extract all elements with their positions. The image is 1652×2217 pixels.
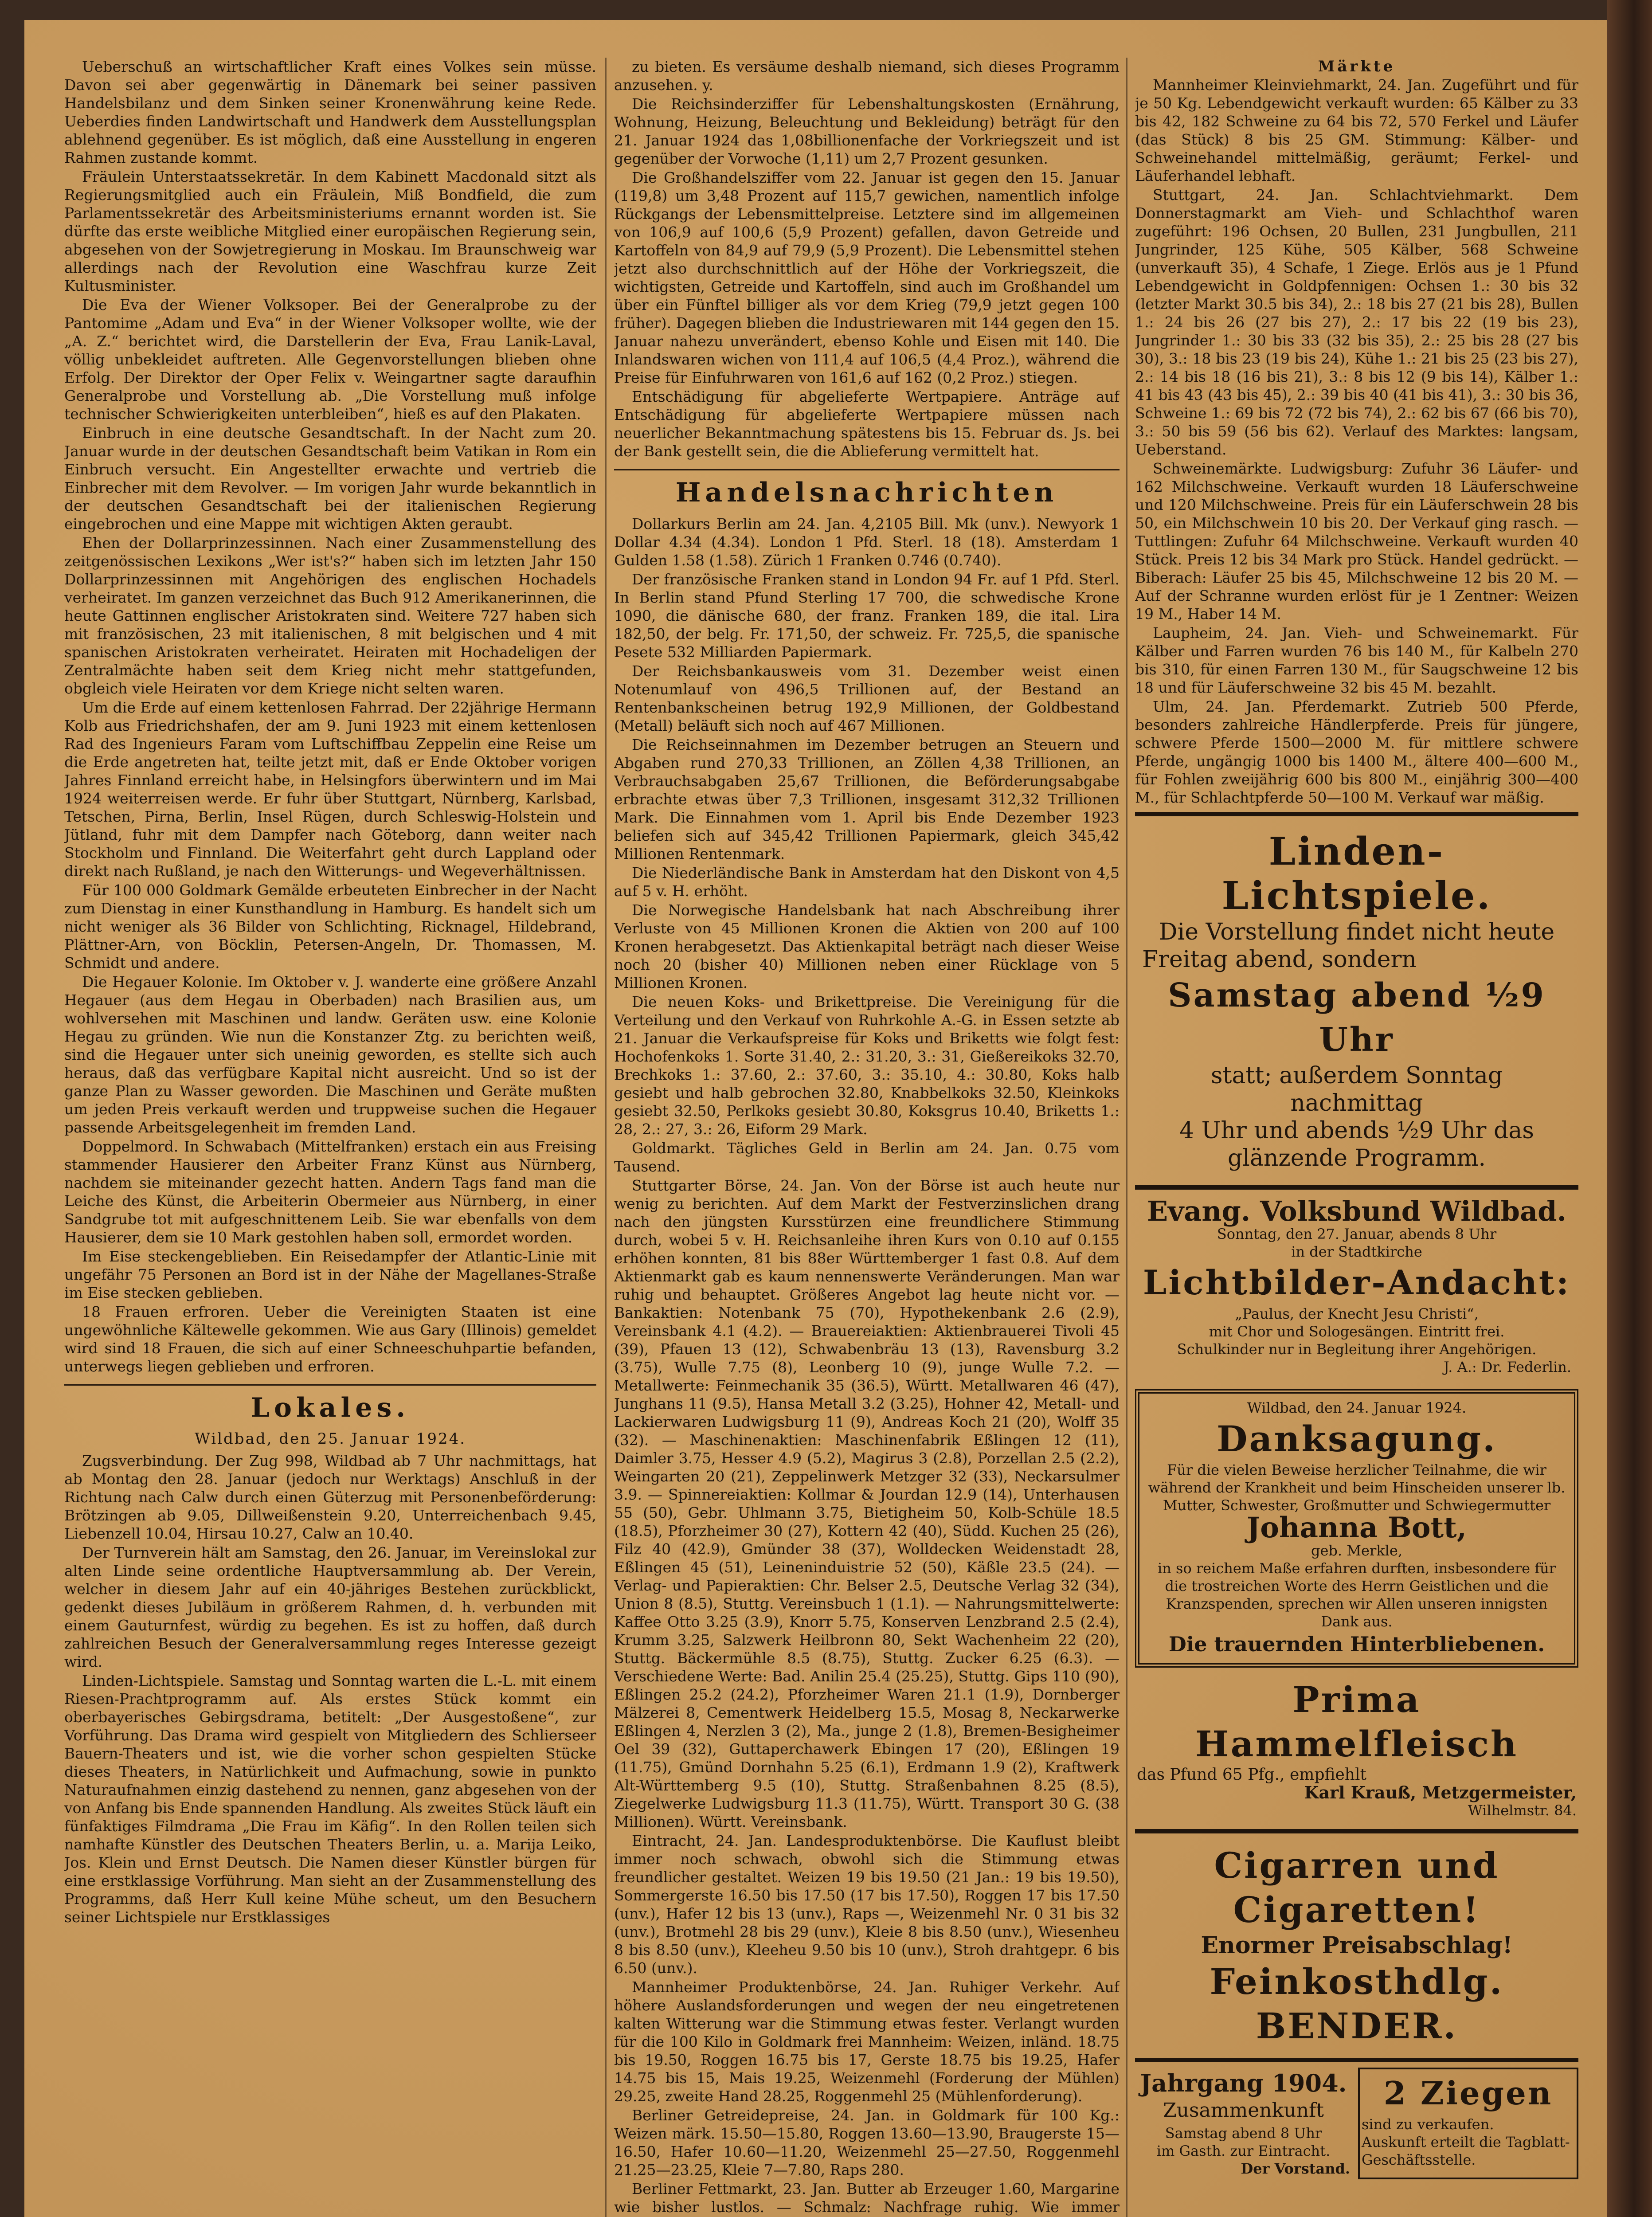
section-heading-handel: Handelsnachrichten xyxy=(614,469,1120,510)
ad-title: Danksagung. xyxy=(1217,1418,1497,1460)
ad-line: sind zu verkaufen. xyxy=(1362,2116,1494,2133)
ad-text: in so reichem Maße erfahren durften, insbesondere für die trostreichen Worte des Herrn Geistlichen und die Kranzspenden, sprechen wir Allen unseren innigsten Dank aus. xyxy=(1158,1560,1556,1630)
market-paragraph: Die Reichseinnahmen im Dezember betrugen an Steuern und Abgaben rund 270,33 Trillionen, an Zöllen 4,38 Trillionen, an Verbrauchsabgaben 25,67 Trillionen, die Beförderungsabgabe erbrachte etwas über 7,3 Trillionen, insgesamt 312,32 Trillionen Mark. Die Einnahmen vom 1. April bis Ende Dezember 1923 beliefen sich auf 345,42 Trillionen Papiermark, gleich 345,42 Millionen Rentenmark. xyxy=(614,736,1120,862)
market-paragraph: Berliner Getreidepreise, 24. Jan. in Goldmark für 100 Kg.: Weizen märk. 15.50—15.80, Roggen 13.60—13.90, Braugerste 15—16.50, Hafer 10.60—11.20, Weizenmehl 25—27.50, Roggenmehl 21.25—23.25, Kleie 7—7.80, Raps 280. xyxy=(614,2107,1120,2178)
article-paragraph: Linden-Lichtspiele. Samstag und Sonntag warten die L.-L. mit einem Riesen-Prachtprogramm auf. Als erstes Stück kommt ein oberbayerisches Gebirgsdrama, betitelt: „Der Ausgestoßene“, zur Vorführung. Das Drama wird gespielt von Mitgliedern des Schlierseer Bauern-Theaters und ist, wie die vorher schon gespielten Stücke dieses Theaters, in Natürlichkeit und Aufmachung, sowie in punkto Naturaufnahmen einzig dastehend zu nennen, ganz abgesehen von der von Anfang bis Ende spannenden Handlung. Als zweites Stück läuft ein fünfaktiges Filmdrama „Die Frau im Käfig“. In den Rollen teilen sich namhafte Künstler des Deutschen Theaters Berlin, u. a. Marija Leiko, Jos. Klein und Ernst Deutsch. Die Namen dieser Künstler bürgen für eine erstklassige Vorführung. Man sieht an der Zusammenstellung des Programms, daß Herr Kull keine Mühe scheut, um den Besuchern seiner Lichtspiele nur Erstklassiges xyxy=(64,1672,596,1926)
ad-line: Die Vorstellung findet nicht heute xyxy=(1159,919,1555,945)
ad-line: im Gasth. zur Eintracht. xyxy=(1156,2143,1331,2159)
market-paragraph: Ulm, 24. Jan. Pferdemarkt. Zutrieb 500 Pferde, besonders zahlreiche Händlerpferde. Preis für jüngere, schwere Pferde 1500—2000 M. für mittlere schwere Pferde, ungängig 1000 bis 1400 M., ältere 400—600 M., für Fohlen zweijährig 600 bis 800 M., einjährig 300—400 M., für Schlachtpferde 50—100 M. Verkauf war mäßig. xyxy=(1135,698,1578,806)
market-paragraph: Der Reichsbankausweis vom 31. Dezember weist einen Notenumlauf von 496,5 Trillionen auf, der Bestand an Rentenbankscheinen betrug 192,9 Millionen, der Goldbestand (Metall) beläuft sich noch auf 467 Millionen. xyxy=(614,662,1120,734)
ad-line: Samstag abend ½9 Uhr xyxy=(1168,976,1546,1059)
article-paragraph: Zugsverbindung. Der Zug 998, Wildbad ab 7 Uhr nachmittags, hat ab Montag den 28. Januar (jedoch nur Werktags) Anschluß in der Richtung nach Calw durch einen Güterzug mit Personenbeförderung: Brötzingen ab 9.05, Dillweißenstein 9.20, Unterreichenbach 9.45, Liebenzell 10.04, Hirsau 10.27, Calw an 10.40. xyxy=(64,1452,596,1542)
article-paragraph: Ehen der Dollarprinzessinnen. Nach einer Zusammenstellung des zeitgenössischen Lexikons „Wer ist's?“ haben sich im letzten Jahr 150 Dollarprinzessinnen mit Angehörigen des englischen Hochadels verheiratet. Im ganzen verzeichnet das Buch 912 Amerikanerinnen, die heute Gattinnen englischer Aristokraten sind. Weitere 727 haben sich mit französischen, 23 mit italienischen, 8 mit belgischen und 4 mit spanischen Aristokraten verheiratet. Heiraten mit Hochadeligen der Zentralmächte haben seit dem Krieg nicht mehr stattgefunden, obgleich viele Heiraten vor dem Kriege nicht selten waren. xyxy=(64,534,596,697)
ad-volksbund xyxy=(1135,1195,1578,1381)
ad-line: Auskunft erteilt die Tagblatt-Geschäftsstelle. xyxy=(1362,2134,1570,2168)
ad-danksagung xyxy=(1135,1389,1578,1668)
ad-title: Evang. Volksbund Wildbad. xyxy=(1147,1195,1567,1227)
market-paragraph: Die Norwegische Handelsbank hat nach Abschreibung ihrer Verluste von 45 Millionen Kronen die Aktien von 200 auf 100 Kronen herabgesetzt. Das Aktienkapital beträgt nach dieser Weise noch 20 (bisher 40) Millionen neben einer Rücklage von 5 Millionen Kronen. xyxy=(614,901,1120,991)
market-paragraph: Die Niederländische Bank in Amsterdam hat den Diskont von 4,5 auf 5 v. H. erhöht. xyxy=(614,864,1120,900)
ad-title: Linden-Lichtspiele. xyxy=(1221,829,1492,918)
ad-line: Freitag abend, sondern xyxy=(1142,946,1417,973)
ad-line: J. A.: Dr. Federlin. xyxy=(1443,1359,1571,1375)
market-paragraph: Schweinemärkte. Ludwigsburg: Zufuhr 36 Läufer- und 162 Milchschweine. Verkauft wurden 18 Läuferschweine und 120 Milchschweine. Preis für ein Läuferschwein 28 bis 50, ein Milchschwein 10 bis 20. Der Verkauf ging rasch. — Tuttlingen: Zufuhr 64 Milchschweine. Verkauft wurden 40 Stück. Preis 12 bis 34 Mark pro Stück. Handel gedrückt. — Biberach: Läufer 25 bis 45, Milchschweine 12 bis 20 M. — Auf der Schranne wurden erlöst für je 1 Zentner: Weizen 19 M., Haber 14 M. xyxy=(1135,460,1578,623)
ad-line: „Paulus, der Knecht Jesu Christi“, xyxy=(1235,1305,1479,1322)
section-heading-lokales: Lokales. xyxy=(64,1384,596,1426)
ad-title: Cigarren und Cigaretten! xyxy=(1214,1845,1499,1931)
market-paragraph: Berliner Fettmarkt, 23. Jan. Butter ab Erzeuger 1.60, Margarine wie bisher lustlos. — Schmalz: Nachfrage ruhig. Wie immer xyxy=(614,2180,1120,2216)
market-paragraph: Der französische Franken stand in London 94 Fr. auf 1 Pfd. Sterl. In Berlin stand Pfund Sterling 17 700, die schwedische Krone 1090, die dänische 680, der franz. Franken 189, die ital. Lira 182,50, der belg. Fr. 171,50, der schweiz. Fr. 725,5, die spanische Pesete 532 Milliarden Papiermark. xyxy=(614,571,1120,661)
market-paragraph: Stuttgart, 24. Jan. Schlachtviehmarkt. Dem Donnerstagmarkt am Vieh- und Schlachthof waren zugeführt: 196 Ochsen, 20 Bullen, 231 Jungbullen, 211 Jungrinder, 125 Kühe, 505 Kälber, 568 Schweine (unverkauft 35), 4 Schafe, 1 Ziege. Erlös aus je 1 Pfund Lebendgewicht in Goldpfennigen: Ochsen 1.: 30 bis 32 (letzter Markt 30.5 bis 34), 2.: 18 bis 27 (21 bis 28), Bullen 1.: 24 bis 26 (27 bis 27), 2.: 17 bis 22 (19 bis 23), Jungrinder 1.: 30 bis 33 (32 bis 35), 2.: 25 bis 28 (27 bis 30), 3.: 18 bis 23 (19 bis 24), Kühe 1.: 21 bis 25 (23 bis 27), 2.: 14 bis 18 (16 bis 21), 3.: 8 bis 12 (9 bis 14), Kälber 1.: 41 bis 43 (43 bis 45), 2.: 39 bis 40 (41 bis 41), 3.: 30 bis 36, Schweine 1.: 69 bis 72 (72 bis 74), 2.: 62 bis 67 (66 bis 70), 3.: 50 bis 59 (56 bis 62). Verlauf des Marktes: langsam, Ueberstand. xyxy=(1135,186,1578,458)
ad-line: Schulkinder nur in Begleitung ihrer Angehörigen. xyxy=(1177,1341,1537,1358)
ad-line: Enormer Preisabschlag! xyxy=(1201,1932,1513,1959)
ad-line: Sonntag, den 27. Januar, abends 8 Uhr xyxy=(1217,1226,1497,1242)
market-paragraph: Laupheim, 24. Jan. Vieh- und Schweinemarkt. Für Kälber und Farren wurden 76 bis 140 M., für Kalbeln 270 bis 310, für einen Farren 130 M., für Saugschweine 12 bis 18 und für Läuferschweine 32 bis 45 M. bezahlt. xyxy=(1135,624,1578,696)
market-paragraph: Goldmarkt. Tägliches Geld in Berlin am 24. Jan. 0.75 vom Tausend. xyxy=(614,1140,1120,1175)
dateline: Wildbad, den 25. Januar 1924. xyxy=(194,1430,466,1448)
ad-line: Karl Krauß, Metzgermeister, xyxy=(1304,1782,1577,1802)
article-paragraph: Im Eise steckengeblieben. Ein Reisedampfer der Atlantic-Linie mit ungefähr 75 Personen an Bord ist in der Nähe der Magellanes-Straße im Eise stecken geblieben. xyxy=(64,1248,596,1301)
ad-text: Für die vielen Beweise herzlicher Teilnahme, die wir während der Krankheit und beim Hinscheiden unserer lb. Mutter, Schwester, Großmutter und Schwiegermutter xyxy=(1148,1461,1566,1514)
article-paragraph: Fräulein Unterstaatssekretär. In dem Kabinett Macdonald sitzt als Regierungsmitglied auch ein Fräulein, Miß Bondfield, die zum Parlamentssekretär des Arbeitsministeriums ernannt worden ist. Sie dürfte das erste weibliche Mitglied einer europäischen Regierung sein, abgesehen von der Sowjetregierung in Moskau. Im Braunschweig war allerdings nach der Revolution eine Waschfrau kurze Zeit Kultusminister. xyxy=(64,168,596,294)
ad-title: Prima Hammelfleisch xyxy=(1195,1679,1518,1765)
article-paragraph: Um die Erde auf einem kettenlosen Fahrrad. Der 22jährige Hermann Kolb aus Friedrichshafen, der am 9. Juni 1923 mit einem kettenlosen Rad des Ingenieurs Faram vom Luftschiffbau Zeppelin eine Reise um die Erde angetreten hat, teilte jetzt mit, daß er Ende Oktober vorigen Jahres Finnland erreicht habe, in Helsingfors überwintern und im Mai 1924 weiterreisen werde. Er fuhr über Stuttgart, Nürnberg, Karlsbad, Tetschen, Pirna, Berlin, Insel Rügen, durch Schleswig-Holstein und Jütland, fuhr mit dem Dampfer nach Göteborg, dann weiter nach Stockholm und Finnland. Die Weiterfahrt geht durch Lappland oder direkt nach Rußland, je nach den Witterungs- und Wegeverhältnissen. xyxy=(64,699,596,880)
column-2 xyxy=(614,58,1120,2217)
ad-line: Der Vorstand. xyxy=(1241,2160,1350,2177)
ad-line: Samstag abend 8 Uhr xyxy=(1165,2125,1322,2142)
column-3 xyxy=(1135,58,1578,2217)
ad-signature: Die trauernden Hinterbliebenen. xyxy=(1168,1632,1545,1656)
article-paragraph: Die Reichsinderziffer für Lebenshaltungskosten (Ernährung, Wohnung, Heizung, Beleuchtung und Bekleidung) beträgt für den 21. Januar 1924 das 1,08billionenfache der Vorkriegszeit und ist gegenüber der Vorwoche (1,11) um 2,7 Prozent gesunken. xyxy=(614,95,1120,167)
ad-jahrgang xyxy=(1135,2068,1352,2179)
ad-separator xyxy=(1135,2058,1578,2062)
column-rule xyxy=(1126,58,1127,2217)
article-paragraph: Ueberschuß an wirtschaftlicher Kraft eines Volkes sein müsse. Davon sei aber gegenwärtig in Dänemark bei seiner passiven Handelsbilanz und dem Sinken seiner Kronenwährung keine Rede. Ueberdies finden Landwirtschaft und Handwerk dem Ausstellungsplan ablehnend gegenüber. Es ist möglich, daß eine Ausstellung in engeren Rahmen zustande kommt. xyxy=(64,58,596,166)
ad-name: Johanna Bott, xyxy=(1247,1511,1467,1544)
ad-big-line: Lichtbilder-Andacht: xyxy=(1143,1263,1571,1302)
column-rule xyxy=(605,58,607,2217)
book-spine xyxy=(1607,0,1652,2217)
ad-cigarren xyxy=(1135,1841,1578,2050)
article-paragraph: zu bieten. Es versäume deshalb niemand, sich dieses Programm anzusehen. y. xyxy=(614,58,1120,94)
article-paragraph: Doppelmord. In Schwabach (Mittelfranken) erstach ein aus Freising stammender Hausierer den Arbeiter Franz Künst aus Nürnberg, nachdem sie miteinander gezecht hatten. Andern Tags fand man die Leiche des Künst, die Arbeiterin Obermeier aus Nürnberg, in einer Sandgrube tot mit aufgeschnittenem Leib. Sie war ebenfalls von dem Hausierer, dem sie 10 Mark gestohlen haben soll, ermordet worden. xyxy=(64,1138,596,1246)
market-paragraph: Stuttgarter Börse, 24. Jan. Von der Börse ist auch heute nur wenig zu berichten. Auf dem Markt der Festverzinslichen drang nach den jüngsten Kursstürzen eine freundlichere Stimmung durch, wobei 5 v. H. Reichsanleihe ihren Kurs von 0.10 auf 0.155 erhöhen konnten, 81 bis 88er Württemberger 1 fast 0.8. Auf dem Aktienmarkt gab es kaum nennenswerte Veränderungen. Man war ruhig und behauptet. Größeres Angebot lag heute nicht vor. — Bankaktien: Notenbank 75 (70), Hypothekenbank 2.6 (2.9), Vereinsbank 4.1 (4.2). — Brauereiaktien: Aktienbrauerei Tivoli 45 (39), Pfauen 13 (12), Schwabenbräu 13 (13), Ravensburg 3.2 (3.75), Wulle 7.75 (8), Leonberg 10 (9), junge Wulle 7.2. — Metallwerte: Feinmechanik 35 (36.5), Württ. Metallwaren 46 (47), Junghans 11 (9.5), Hansa Metall 3.2 (3.25), Hohner 42, Metall- und Lackierwaren Ludwigsburg 11 (9), Andreas Koch 21 (20), Wolff 35 (32). — Maschinenaktien: Maschinenfabrik Eßlingen 12 (11), Daimler 3.75, Hesser 4.9 (5.2), Magirus 3 (2.8), Porzellan 2.5 (2.2), Weingarten 20 (21), Zeppelinwerk Metzger 32 (33), Neckarsulmer 3.9. — Spinnereiaktien: Kollmar & Jourdan 12.9 (14), Unterhausen 55 (50), Gebr. Uhlmann 3.75, Bietigheim 50, Kolb-Schüle 18.5 (18.5), Pforzheimer 30 (27), Kottern 42 (40), Südd. Kuchen 25 (26), Filz 40 (42.9), Gmünder 38 (37), Wolldecken Weidenstadt 28, Eßlingen 45 (51), Leineninduistrie 52 (50), Käßle 23.5 (24). — Verlag- und Papieraktien: Chr. Belser 2.5, Deutsche Verlag 32 (34), Union 8 (8.5), Stuttg. Vereinsbuch 1 (1.1). — Nahrungsmittelwerte: Kaffee Otto 3.25 (3.9), Knorr 5.75, Konserven Lenzbrand 2.5 (2.4), Krumm 3.25, Salzwerk Heilbronn 80, Sekt Wachenheim 22 (20), Stuttg. Bäckermühle 8.5 (8.75), Stuttg. Zucker 6.25 (6.3). — Verschiedene Werte: Bad. Anilin 25.4 (25.25), Stuttg. Gips 110 (90), Eßlingen 25.2 (24.2), Pforzheimer Waren 21.1 (1.9), Dornberger Mälzerei 8, Cementwerk Heidelberg 15.5, Mosag 8, Neckarwerke Eßlingen 4, Nerzlen 3 (2), Ma., junge 2 (1.8), Bremen-Besigheimer Oel 39 (32), Guttaperchawerk Ebingen 17 (20), Eßlingen 19 (11.75), Gmünd Dornhahn 5.25 (6.1), Erdmann 1.9 (2), Kraftwerk Alt-Württemberg 9.5 (10), Stuttg. Straßenbahnen 8.25 (8.5), Ziegelwerke Ludwigsburg 11.3 (11.75), Württ. Transport 30 G. (38 Millionen). Württ. Vereinsbank. xyxy=(614,1177,1120,1830)
ad-separator xyxy=(1135,1829,1578,1833)
ad-line: Feinkosthdlg. BENDER. xyxy=(1210,1961,1504,2047)
column-1 xyxy=(64,58,596,2217)
ad-line: geb. Merkle, xyxy=(1311,1542,1402,1559)
ad-separator xyxy=(1135,812,1578,816)
ad-line: Wilhelmstr. 84. xyxy=(1468,1802,1577,1819)
article-paragraph: Die Hegauer Kolonie. Im Oktober v. J. wanderte eine größere Anzahl Hegauer (aus dem Hegau in Oberbaden) nach Brasilien aus, um wohlversehen mit Maschinen und landw. Geräten usw. eine Kolonie Hegau zu gründen. Wie nun die Konstanzer Ztg. zu berichten weiß, sind die Hegauer unter sich uneinig geworden, es stellte sich auch heraus, daß das verfügbare Kapital nicht ausreicht. Und so ist der ganze Plan zu Wasser geworden. Die Maschinen und Geräte mußten um jeden Preis verkauft werden und truppweise suchen die Hegauer passende Arbeitsgelegenheit im fremden Land. xyxy=(64,973,596,1136)
market-paragraph: Mannheimer Produktenbörse, 24. Jan. Ruhiger Verkehr. Auf höhere Auslandsforderungen und wegen der neu eingetretenen kalten Witterung war die Stimmung etwas fester. Verlangt wurden für die 100 Kilo in Goldmark frei Mannheim: Weizen, inländ. 18.75 bis 19.50, Roggen 16.75 bis 17, Gerste 18.75 bis 19.25, Hafer 14.75 bis 15, Mais 19.25, Weizenmehl (Forderung der Mühlen) 29.25, zweite Hand 28.25, Roggenmehl 25 (Mühlenforderung). xyxy=(614,1978,1120,2105)
article-paragraph: Entschädigung für abgelieferte Wertpapiere. Anträge auf Entschädigung für abgelieferte Wertpapiere müssen nach neuerlicher Bekanntmachung spätestens bis 15. Februar ds. Js. bei der Bank gestellt sein, die die Ablieferung vermittelt hat. xyxy=(614,388,1120,460)
ad-line: statt; außerdem Sonntag nachmittag xyxy=(1210,1062,1503,1116)
article-paragraph: Der Turnverein hält am Samstag, den 26. Januar, im Vereinslokal zur alten Linde seine ordentliche Hauptversammlung ab. Der Verein, welcher in diesem Jahr auf ein 40-jähriges Bestehen zurückblickt, gedenkt dieses Jubiläum in größerem Rahmen, d. h. verbunden mit einem Gauturnfest, würdig zu begehen. Es ist zu hoffen, daß durch zahlreichen Besuch der Generalversammlung reges Interesse gezeigt wird. xyxy=(64,1544,596,1670)
article-paragraph: Die Großhandelsziffer vom 22. Januar ist gegen den 15. Januar (119,8) um 3,48 Prozent auf 115,7 gewichen, namentlich infolge Rückgangs der Lebensmittelpreise. Letztere sind im allgemeinen von 106,9 auf 100,6 (5,9 Prozent) gefallen, davon Getreide und Kartoffeln von 84,9 auf 79,9 (5,9 Prozent). Die Lebensmittel stehen jetzt also durchschnittlich auf der Höhe der Vorkriegszeit, die wichtigsten, Getreide und Kartoffeln, sind auch im Großhandel um über ein Fünftel billiger als vor dem Krieg (79,9 jetzt gegen 100 früher). Dagegen blieben die Industriewaren mit 144 gegen den 15. Januar nahezu unverändert, ebenso Kohle und Eisen mit 140. Die Inlandswaren wichen von 111,4 auf 106,5 (4,4 Proz.), während die Preise für Einfuhrwaren von 161,6 auf 162 (0,2 Proz.) stiegen. xyxy=(614,169,1120,386)
ad-title: 2 Ziegen xyxy=(1383,2074,1553,2112)
ad-line: das Pfund 65 Pfg., empfiehlt xyxy=(1137,1766,1366,1784)
ad-separator xyxy=(1135,1185,1578,1190)
ad-line: in der Stadtkirche xyxy=(1291,1243,1422,1260)
ad-line: Zusammenkunft xyxy=(1163,2099,1324,2122)
ad-hammelfleisch xyxy=(1135,1676,1578,1821)
market-paragraph: Dollarkurs Berlin am 24. Jan. 4,2105 Bill. Mk (unv.). Newyork 1 Dollar 4.34 (4.34). London 1 Pfd. Sterl. 18 (18). Amsterdam 1 Gulden 1.58 (1.58). Zürich 1 Franken 0.746 (0.740). xyxy=(614,515,1120,569)
market-paragraph: Die neuen Koks- und Brikettpreise. Die Vereinigung für die Verteilung und den Verkauf von Ruhrkohle A.-G. in Essen setzte ab 21. Januar die Verkaufspreise für Koks und Briketts wie folgt fest: Hochofenkoks 1. Sorte 31.40, 2.: 31.20, 3.: 31, Gießereikoks 32.70, Brechkoks 1.: 37.60, 2.: 37.60, 3.: 35.10, 4.: 30.80, Koks halb gesiebt und halb gebrochen 32.80, Knabbelkoks 32.50, Kleinkoks gesiebt 32.50, Perlkoks gesiebt 30.80, Koksgrus 10.40, Briketts 1.: 28, 2.: 27, 3.: 26, Eiform 29 Mark. xyxy=(614,993,1120,1138)
ad-title: Jahrgang 1904. xyxy=(1140,2069,1347,2097)
ad-line: 4 Uhr und abends ½9 Uhr das glänzende Programm. xyxy=(1179,1117,1534,1171)
ad-line: mit Chor und Sologesängen. Eintritt frei. xyxy=(1209,1323,1505,1340)
ad-row xyxy=(1135,2068,1578,2179)
article-paragraph: Für 100 000 Goldmark Gemälde erbeuteten Einbrecher in der Nacht zum Dienstag in einer Kunsthandlung in Hamburg. Es handelt sich um nicht weniger als 36 Bilder von Schlichting, Ricknagel, Hildebrand, Plättner-Arn, von Böcklin, Petersen-Angeln, Dr. Thomassen, M. Schmidt und andere. xyxy=(64,881,596,971)
article-paragraph: 18 Frauen erfroren. Ueber die Vereinigten Staaten ist eine ungewöhnliche Kältewelle gekommen. Wie aus Gary (Illinois) gemeldet wird sind 18 Frauen, die sich auf einer Schneeschuhpartie befanden, unterwegs liegen geblieben und erfroren. xyxy=(64,1303,596,1375)
section-heading-maerkte: Märkte xyxy=(1318,58,1396,75)
article-paragraph: Die Eva der Wiener Volksoper. Bei der Generalprobe zu der Pantomime „Adam und Eva“ in der Wiener Volksoper wollte, wie der „A. Z.“ berichtet wird, die Darstellerin der Eva, Frau Lanik-Laval, völlig unbekleidet auftreten. Alle Gegenvorstellungen blieben ohne Erfolg. Der Direktor der Oper Felix v. Weingartner sagte daraufhin Generalprobe und Vorstellung ab. „Die Vorstellung muß infolge technischer Schwierigkeiten unterbleiben“, hieß es auf den Plakaten. xyxy=(64,296,596,423)
market-paragraph: Mannheimer Kleinviehmarkt, 24. Jan. Zugeführt und für je 50 Kg. Lebendgewicht verkauft wurden: 65 Kälber zu 33 bis 42, 182 Schweine zu 64 bis 72, 570 Ferkel und Läufer (das Stück) 8 bis 25 GM. Stimmung: Kälber- und Schweinehandel mittelmäßig, geräumt; Ferkel- und Läuferhandel lebhaft. xyxy=(1135,76,1578,184)
market-paragraph: Eintracht, 24. Jan. Landesproduktenbörse. Die Kauflust bleibt immer noch schwach, obwohl sich die Stimmung etwas freundlicher gestaltet. Weizen 19 bis 19.50 (21 Jan.: 19 bis 19.50), Sommergerste 16.50 bis 17.50 (17 bis 17.50), Roggen 17 bis 17.50 (unv.), Hafer 12 bis 13 (unv.), Raps —, Weizenmehl Nr. 0 31 bis 32 (unv.), Brotmehl 28 bis 29 (unv.), Kleie 8 bis 8.50 (unv.), Wiesenheu 8 bis 8.50 (unv.), Kleeheu 9.50 bis 10 (unv.), Stroh drahtgepr. 6 bis 6.50 (unv.). xyxy=(614,1832,1120,1977)
article-paragraph: Einbruch in eine deutsche Gesandtschaft. In der Nacht zum 20. Januar wurde in der deutschen Gesandtschaft beim Vatikan in Rom ein Einbruch versucht. Ein Angestellter erwachte und vertrieb die Einbrecher mit dem Revolver. — Im vorigen Jahr wurde bekanntlich in der deutschen Gesandtschaft bei der italienischen Regierung eingebrochen und eine Mappe mit wichtigen Akten geraubt. xyxy=(64,424,596,533)
ad-ziegen xyxy=(1358,2068,1578,2179)
ad-linden-lichtspiele xyxy=(1135,824,1578,1177)
ad-date: Wildbad, den 24. Januar 1924. xyxy=(1247,1399,1467,1416)
